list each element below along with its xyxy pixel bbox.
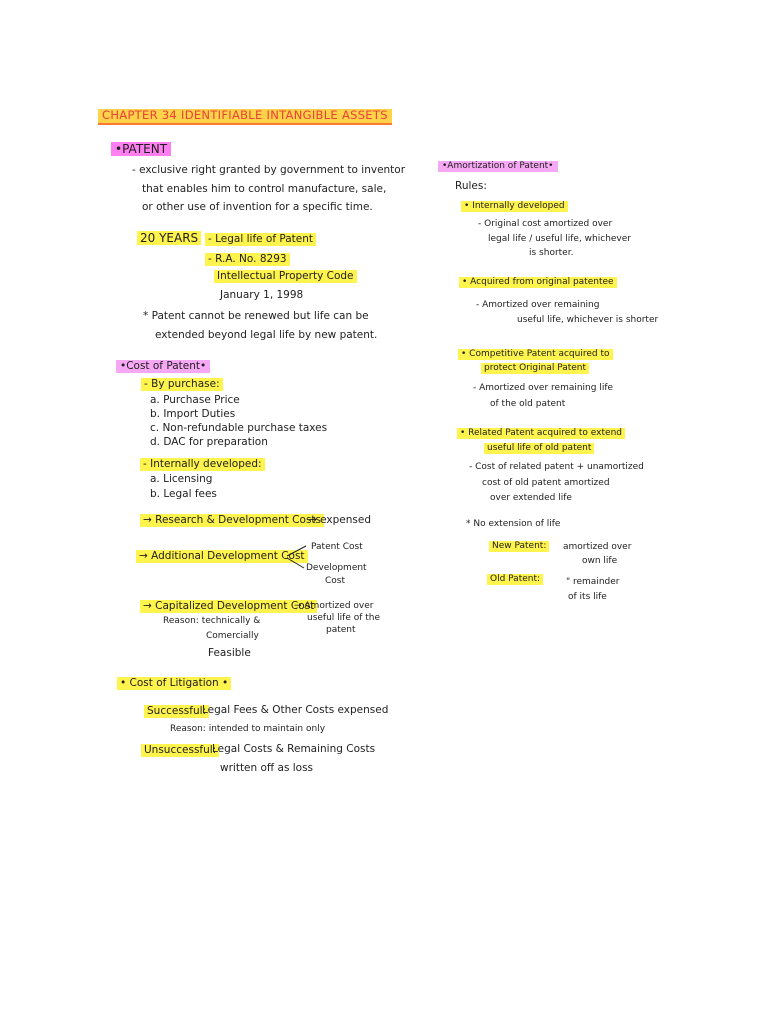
capitalized-reason-1: Reason: technically & [163,616,261,626]
successful-text: Legal Fees & Other Costs expensed [202,704,389,716]
patent-definition-line-3: or other use of invention for a specific time. [142,201,373,213]
new-patent-label: New Patent: [489,541,549,552]
rule-related-text-2: cost of old patent amortized [482,478,610,488]
purchase-item: c. Non-refundable purchase taxes [150,422,328,434]
patent-note-line-1: * Patent cannot be renewed but life can be [143,310,369,322]
capitalized-result-3: patent [326,625,356,635]
new-patent-text-2: own life [582,556,618,566]
successful-reason: Reason: intended to maintain only [170,724,326,734]
internal-item: a. Licensing [150,473,213,485]
old-patent-text-1: " remainder [566,577,620,587]
patent-years: 20 YEARS [137,231,201,245]
rule-competitive-text-2: of the old patent [490,399,566,409]
rule-acquired-text-2: useful life, whichever is shorter [517,315,659,325]
chapter-title: CHAPTER 34 IDENTIFIABLE INTANGIBLE ASSETS [98,109,392,125]
additional-development-cost: → Additional Development Cost [136,550,308,563]
patent-date: January 1, 1998 [220,289,304,301]
unsuccessful-label: Unsuccessful: [141,744,219,757]
capitalized-result-2: useful life of the [307,613,381,623]
unsuccessful-text-1: Legal Costs & Remaining Costs [212,743,376,755]
patent-ra-number: - R.A. No. 8293 [205,253,290,266]
rule-related-text-1: - Cost of related patent + unamortized [469,462,644,472]
old-patent-label: Old Patent: [487,574,543,585]
rule-internally-text-3: is shorter. [529,248,574,258]
rule-internally-text-2: legal life / useful life, whichever [488,234,631,244]
purchase-item: b. Import Duties [150,408,236,420]
rule-competitive-text-1: - Amortized over remaining life [473,383,614,393]
amortization-heading: •Amortization of Patent• [438,161,558,172]
unsuccessful-text-2: written off as loss [220,762,314,774]
rule-related-1: • Related Patent acquired to extend [457,428,625,439]
capitalized-result-1: → Amortized over [294,601,374,611]
patent-definition-line-1: - exclusive right granted by government to inventor [132,164,406,176]
rule-acquired-text-1: - Amortized over remaining [476,300,600,310]
branch-cost: Cost [325,576,346,586]
rules-label: Rules: [455,180,487,192]
patent-definition-line-2: that enables him to control manufacture, sale, [142,183,387,195]
cost-of-patent-heading: •Cost of Patent• [116,360,210,373]
internally-developed-label: - Internally developed: [140,458,265,471]
rule-internally-text-1: - Original cost amortized over [478,219,613,229]
rule-competitive-1: • Competitive Patent acquired to [458,349,613,360]
successful-label: Successful: [144,705,209,718]
no-extension-note: * No extension of life [466,519,561,529]
capitalized-development-cost: → Capitalized Development Cost [140,600,317,613]
by-purchase-label: - By purchase: [141,378,223,391]
capitalized-reason-2: Comercially [206,631,259,641]
rnd-result: → expensed [308,514,371,526]
cost-of-litigation-heading: • Cost of Litigation • [117,677,231,690]
purchase-item: d. DAC for preparation [150,436,268,448]
patent-ipc: Intellectual Property Code [214,270,357,283]
rule-acquired: • Acquired from original patentee [459,277,617,288]
patent-heading: •PATENT [111,142,171,156]
branch-development: Development [306,563,367,573]
old-patent-text-2: of its life [568,592,607,602]
rule-related-2: useful life of old patent [484,443,594,454]
rule-internally-developed: • Internally developed [461,201,568,212]
patent-legal-life: - Legal life of Patent [205,233,316,246]
capitalized-reason-3: Feasible [208,647,251,659]
branch-patent-cost: Patent Cost [311,542,363,552]
new-patent-text-1: amortized over [563,542,632,552]
rule-competitive-2: protect Original Patent [481,363,589,374]
internal-item: b. Legal fees [150,488,217,500]
rnd-costs: → Research & Development Costs [140,514,324,527]
rule-related-text-3: over extended life [490,493,572,503]
patent-note-line-2: extended beyond legal life by new patent. [155,329,378,341]
purchase-item: a. Purchase Price [150,394,240,406]
